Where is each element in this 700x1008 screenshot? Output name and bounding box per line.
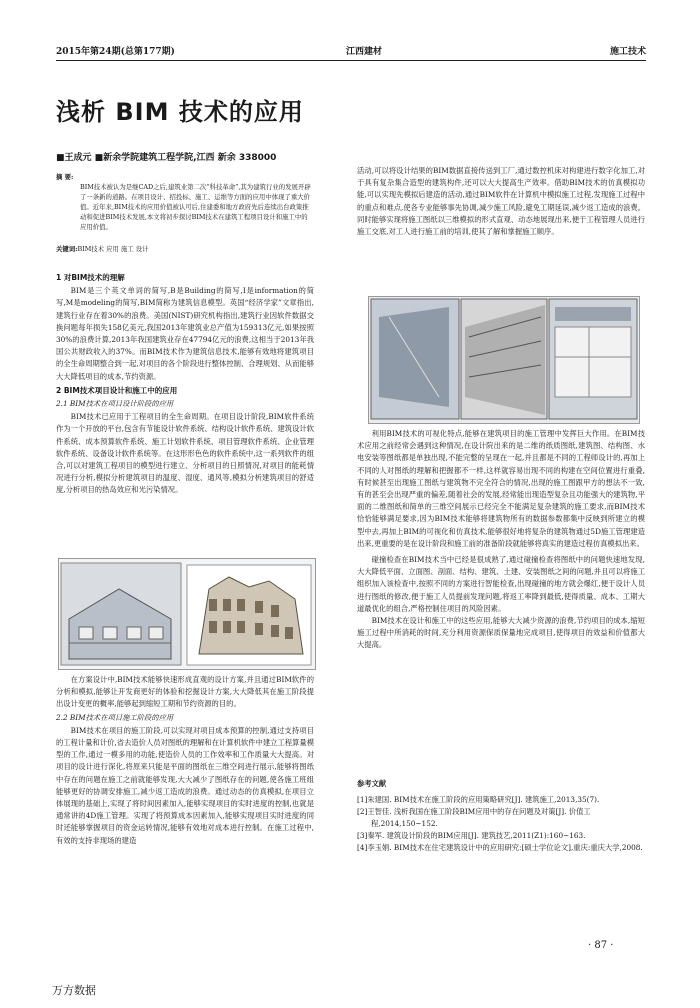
reference-item: [3]秦军. 建筑设计阶段的BIM应用[J]. 建筑技艺,2011(Z1):160~163. xyxy=(357,831,586,840)
section-1-heading: 1 对BIM技术的理解 xyxy=(56,273,125,282)
keywords xyxy=(56,244,314,253)
keywords-label: 关键词: xyxy=(56,245,78,253)
paragraph: BIM技术在设计和施工中的这些应用,能够大大减少资源的浪费,节约项目的成本,缩短施工过程中所消耗的时间,充分利用资源保质保量地完成项目,使得项目的效益和价值都大大提高。 xyxy=(357,616,645,650)
subsection-2-1-text: 2.1 BIM技术在项目设计阶段的应用 xyxy=(56,399,174,409)
journal-name: 江西建材 xyxy=(346,47,383,57)
figure-construction-simulation xyxy=(368,296,640,424)
paragraph: 活动,可以将设计结果的BIM数据直接传送到工厂,通过数控机床对构建进行数字化加工,对于具有复杂集合造型的建筑构件,还可以大大提高生产效率。借助BIM技术的仿真模拟功能,可以实现先模拟后建造的活动,通过BIM软件在计算机中模拟施工过程,发现施工过程中的重点和难点,使各专业能够事先协调,减少施工风险,避免工期延误,减少返工造成的浪费。同时能够实现将施工图纸以三维模拟的形式直观、动态地展现出来,便于工程管理人员进行施工交底,对工人进行施工前的培训,使其了解和掌握施工顺序。 xyxy=(357,166,645,237)
section-name: 施工技术 xyxy=(609,47,646,57)
right-column-bottom xyxy=(357,428,645,652)
left-column-top xyxy=(56,270,314,497)
subsection-2-1-heading xyxy=(56,398,314,410)
simulation-screenshots-illustration xyxy=(369,297,639,423)
footer-watermark: 万方数据 xyxy=(52,984,96,997)
references-heading: 参考文献 xyxy=(357,779,387,788)
paragraph: BIM技术已应用于工程项目的全生命周期。在项目设计阶段,BIM软件系统作为一个开放的平台,包含有节能设计软件系统、结构设计软件系统、建筑设计软件系统、成本预算软件系统、施工计划软件系统、项目管理软件系统、企业管理软件系统、设备设计软件系统等。在这形形色色的软件系统中,这一系列软件的组合,可以对建筑工程项目的模型进行建立、分析项目的日照情况,对项目的能耗情况进行分析,模拟分析建筑项目的温度、湿度、通风等,模拟分析建筑项目的舒适度,分析项目的热岛效应和光污染情况。 xyxy=(56,412,314,495)
subsection-2-2-heading xyxy=(56,712,314,724)
paragraph: 在方案设计中,BIM技术能够快速形成直观的设计方案,并且通过BIM软件的分析和模拟,能够让开发商更好的体验和挖掘设计方案,大大降低其在施工阶段提出设计变更的概率,能够起到缩短工期和节约资源的目的。 xyxy=(56,675,314,709)
keywords-text: BIM技术 应用 施工 设计 xyxy=(77,245,149,253)
reference-item: [1]朱建国. BIM技术在施工阶段的应用策略研究[J]. 建筑施工,2013,35(7). xyxy=(357,795,600,804)
right-column-top xyxy=(357,165,645,238)
paragraph: 碰撞检查在BIM技术当中已经是很成熟了,通过碰撞检查将图纸中的问题快速地发现,大大降低平面、立面图、剖面、结构、建筑、土建、安装图纸之间的问题,并且可以将施工组织加入该检查中,按照不同的方案进行智能检查,出现碰撞的地方就会爆红,便于设计人员进行图纸的修改,便于施工人员提前发现问题,将返工率降到最低,使得质量、成本、工期大道最优化的组合,严格控制住项目的风险因素。 xyxy=(357,555,645,613)
paragraph: 利用BIM技术的可视化特点,能够在建筑项目的施工管理中发挥巨大作用。在BIM技术应用之前经常会遇到这种情况,在设计院出来的是二维的纸质图纸,建筑图、结构图、水电安装等图纸都是单独出现,不能完整的呈现在一起,并且都是不同的工程师设计的,再加上不同的人对图纸的理解和把握都不一样,这样就容易出现不同的构建在空间位置进行重叠,有时候甚至出现施工图纸与建筑物不完全符合的情况,出现的施工图跟甲方的想法不一致,有的甚至会出现严重的偏差,随着社会的发展,经常能出现造型复杂且功能强大的建筑物,平面的二维图纸和简单的三维空间展示已经完全不能满足复杂建筑的施工要求,而BIM技术恰恰能够满足要求,因为BIM技术能够将建筑物所有的数据参数都集中反映到所建立的模型中去,再加上BIM的可视化和仿真技术,能够很好地将复杂的建筑物通过5D施工管理建造出来,更重要的是在设计阶段和施工前的准备阶段就能够将真实的建造过程仿真模拟出来。 xyxy=(357,429,645,548)
figure-building-model xyxy=(58,558,316,670)
abstract-label: 摘 要: xyxy=(56,173,74,181)
reference-item: [2]王智佳. 浅析我国在施工阶段BIM应用中的存在问题及对策[J]. 价值工程,2014,150~152. xyxy=(357,807,591,828)
page-number: · 87 · xyxy=(588,940,614,951)
references xyxy=(357,778,645,854)
header-rule xyxy=(56,60,646,61)
author-affiliation: ■王成元 ■新余学院建筑工程学院,江西 新余 338000 xyxy=(56,153,277,163)
abstract-text: BIM技术被认为是继CAD之后,建筑业第二次“科技革命”,其为建筑行业的发展开辟了一条新的道路。在项目设计、招投标、施工、运维等方面的应用中体现了重大价值。近年来,BIM技术的应用价值被认可后,住建委和地方政府先后连续出台政策推动和促进BIM技术发展,本文将初步探讨BIM技术在建筑工程项目设计和施工中的应用价值。 xyxy=(80,183,311,231)
journal-issue: 2015年第24期(总第177期) xyxy=(56,47,175,57)
paragraph: BIM技术在项目的施工阶段,可以实现对项目成本预算的控制,通过支持项目的工程计量和计价,省去造价人员对图纸的理解和在计算机软件中建立工程算量模型的工作,通过一模多用的功能,使造价人员的工作效率和工作质量大大提高。对项目的设计进行深化,将原来只能是平面的图纸在三维空间进行展示,能够将图纸中存在的问题在施工之前就能够发现,大大减少了图纸存在的问题,使各施工班组能够更好的协调安排施工,减少返工造成的浪费。通过动态的仿真模拟,在项目立体展现的基础上,实现了将时间因素加入,能够实现项目的实时进度的控制,也就是通常讲的4D施工管理。实现了将预算成本因素加入,能够实现项目实时进度的同时还能够掌握项目的资金运转情况,能够有效地对成本进行控制。在施工过程中,有效的支持非现场的建造 xyxy=(56,725,314,845)
reference-item: [4]李玉娟. BIM技术在住宅建筑设计中的应用研究:[硕士学位论文],重庆:重庆大学,2008. xyxy=(357,843,643,852)
subsection-2-2-text: 2.2 BIM技术在项目施工阶段的应用 xyxy=(56,712,174,722)
abstract xyxy=(56,172,314,232)
building-render-illustration xyxy=(59,559,315,669)
left-column-bottom xyxy=(56,674,314,847)
section-2-heading: 2 BIM技术项目设计和施工中的应用 xyxy=(56,385,178,395)
article-title: 浅析 BIM 技术的应用 xyxy=(56,98,304,126)
running-header xyxy=(56,42,646,58)
paragraph: BIM是三个英文单词的简写,B是Building的简写,I是information的简写,M是modeling的简写,BIM简称为建筑信息模型。英国“经济学家”文章指出,建筑行业存在着30%的浪费。美国(NIST)研究机构指出,建筑行业因软件数据交换问题每年损失158亿美元,我国2013年建筑业总产值为159313亿元,如果按照30%的浪费计算,2013年我国建筑业存在47794亿元的浪费,这相当于2013年我国公共财政收入的37%。而BIM技术作为建筑信息技术,能够有效地将建筑项目的全生命周期整合到一起,对项目的各个阶段进行整体控制、合理规划、从而能够大大降低项目的成本,节约资源。 xyxy=(56,286,314,381)
